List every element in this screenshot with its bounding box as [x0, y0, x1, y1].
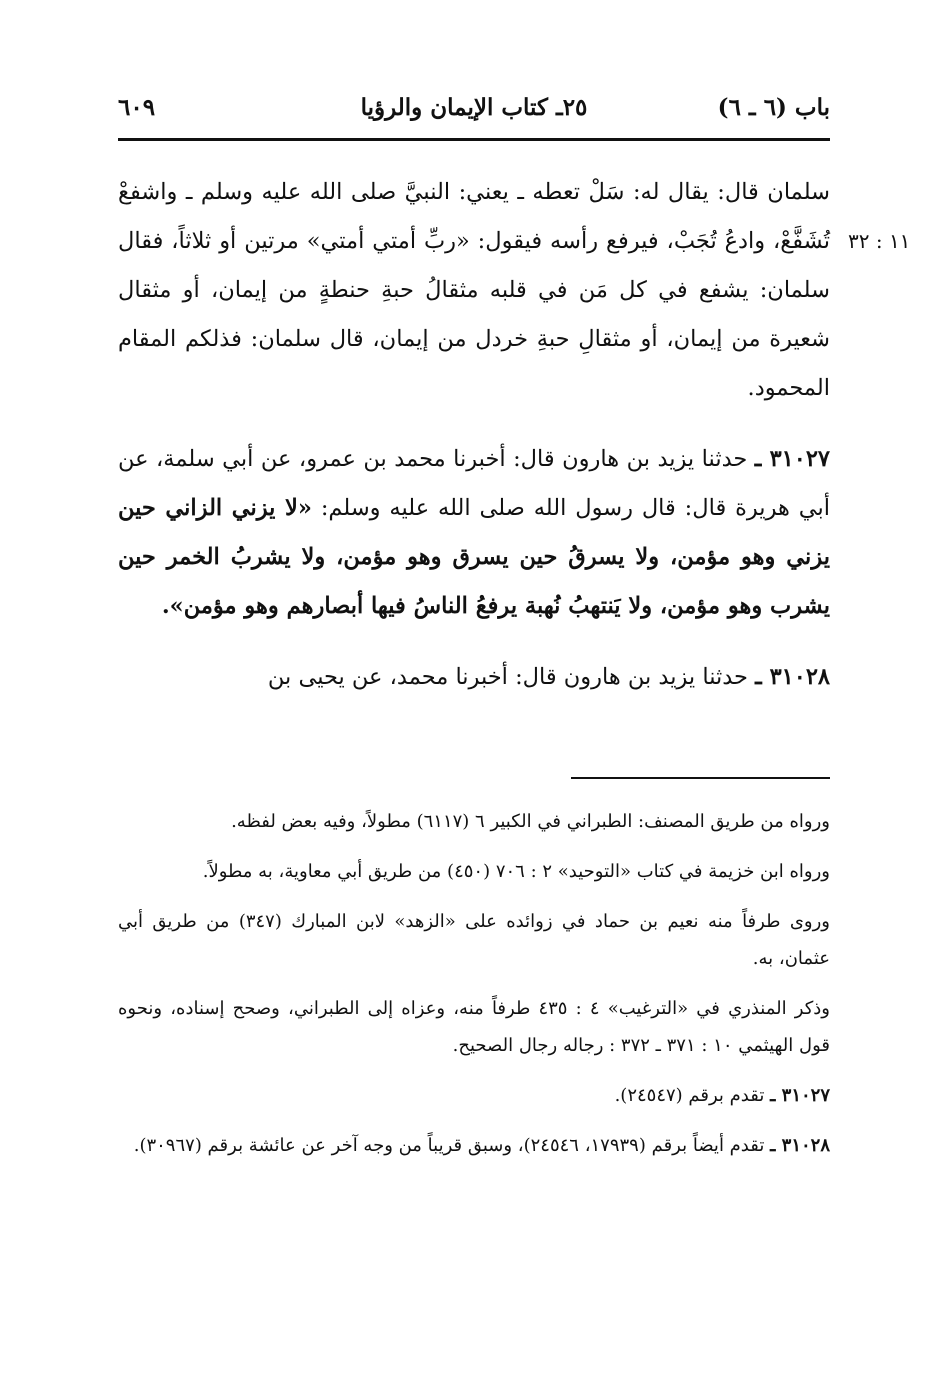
header-divider — [118, 138, 830, 141]
footnote-item: وذكر المنذري في «الترغيب» ٤ : ٤٣٥ طرفاً منه، وعزاه إلى الطبراني، وصحح إسناده، ونحوه قول الهيثمي ١٠ : ٣٧١ ـ ٣٧٢ : رجاله رجال الصحيح. — [118, 998, 830, 1056]
footnote-item: وروى طرفاً منه نعيم بن حماد في زوائده على «الزهد» لابن المبارك (٣٤٧) من طريق أبي عثمان، به. — [118, 911, 830, 969]
main-text — [118, 168, 830, 702]
hadith-31028 — [118, 653, 830, 702]
footnote-hadith-31027 — [118, 1077, 830, 1114]
hadith-31027 — [118, 435, 830, 631]
paragraph-continuation: سلمان قال: يقال له: سَلْ تعطه ـ يعني: النبيَّ صلى الله عليه وسلم ـ واشفعْ تُشَفَّعْ، وادعُ تُجَبْ، فيرفع رأسه فيقول: «ربِّ أمتي أمتي» مرتين أو ثلاثاً، فقال سلمان: يشفع في كل مَن في قلبه مثقالُ حبةِ حنطةٍ من إيمان، أو مثقال شعيرة من إيمان، أو مثقالِ حبةِ خردل من إيمان، قال سلمان: فذلكم المقام المحمود. — [118, 179, 830, 401]
hadith-number: ٣١٠٢٨ ـ — [755, 664, 830, 690]
footnote-number: ٣١٠٢٧ ـ — [770, 1085, 830, 1106]
footnote-text: تقدم برقم (٢٤٥٤٧). — [614, 1085, 765, 1106]
margin-reference: ١١ : ٣٢ — [848, 229, 911, 253]
hadith-isnad: حدثنا يزيد بن هارون قال: أخبرنا محمد، عن يحيى بن — [267, 664, 748, 690]
footnote-item: ورواه من طريق المصنف: الطبراني في الكبير ٦ (٦١١٧) مطولاً، وفيه بعض لفظه. — [231, 811, 830, 832]
footnotes — [118, 803, 830, 1177]
hadith-isnad: حدثنا يزيد بن هارون قال: أخبرنا محمد بن عمرو، عن أبي سلمة، عن أبي هريرة قال: قال رسول الله صلى الله عليه وسلم: — [118, 446, 831, 521]
footnote-number: ٣١٠٢٨ ـ — [770, 1135, 830, 1156]
hadith-number: ٣١٠٢٧ ـ — [754, 446, 830, 472]
running-header — [118, 88, 830, 128]
footnote-item: ورواه ابن خزيمة في كتاب «التوحيد» ٢ : ٧٠٦ (٤٥٠) من طريق أبي معاوية، به مطولاً. — [202, 861, 830, 882]
book-title: ٢٥ـ كتاب الإيمان والرؤيا — [360, 94, 588, 121]
footnote-text: تقدم أيضاً برقم (١٧٩٣٩، ٢٤٥٤٦)، وسبق قريباً من وجه آخر عن عائشة برقم (٣٠٩٦٧). — [133, 1135, 765, 1156]
footnote-divider — [571, 777, 830, 779]
page-number: ٦٠٩ — [118, 94, 156, 121]
footnote-hadith-31028 — [118, 1127, 830, 1164]
chapter-label: باب (٦ ـ ٦) — [717, 94, 830, 121]
hadith-matn: «لا يزني الزاني حين يزني وهو مؤمن، ولا يسرقُ حين يسرق وهو مؤمن، ولا يشربُ الخمر حين يشرب وهو مؤمن، ولا يَنتهبُ نُهبة يرفعُ الناسُ فيها أبصارهم وهو مؤمن». — [118, 495, 830, 619]
